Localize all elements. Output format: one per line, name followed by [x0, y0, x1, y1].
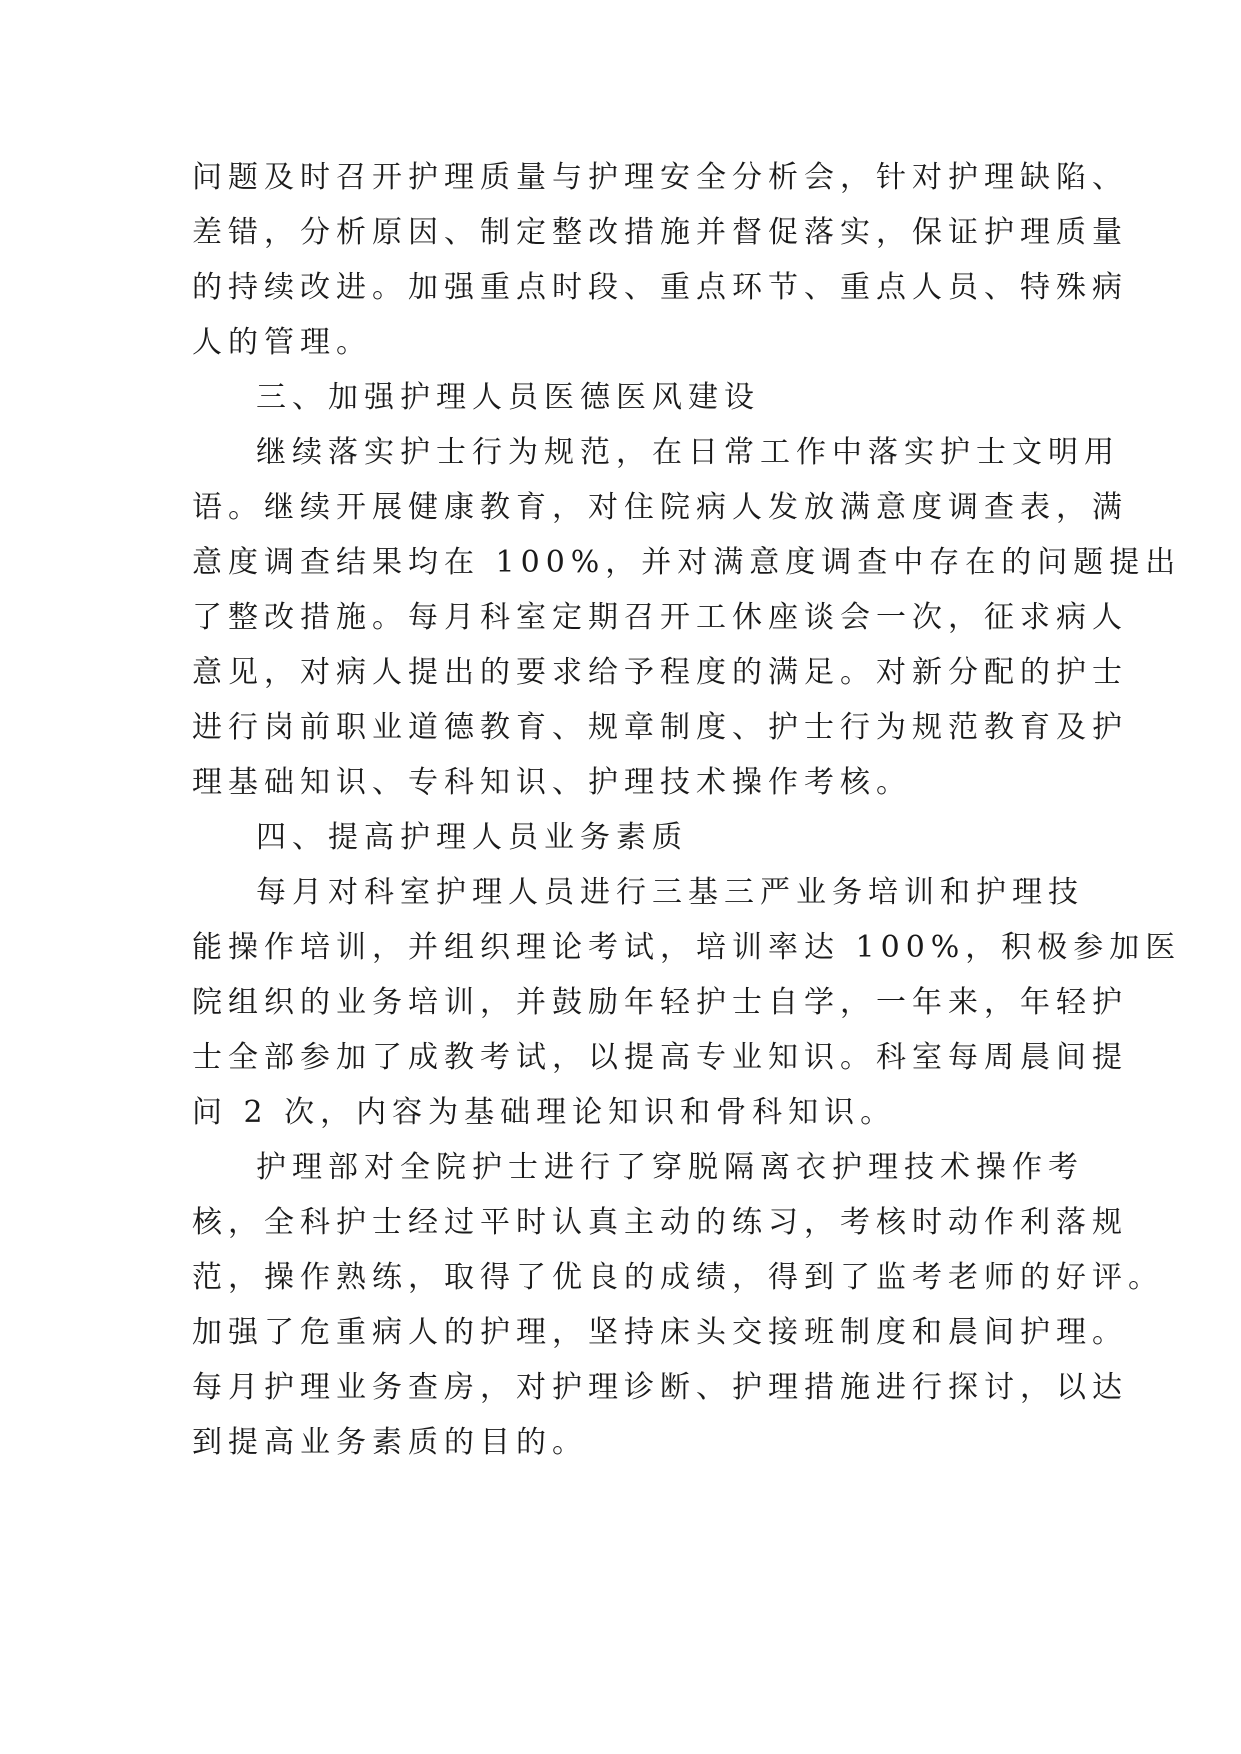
text-line: 继续落实护士行为规范，在日常工作中落实护士文明用 — [256, 435, 1120, 470]
text-line: 每月对科室护理人员进行三基三严业务培训和护理技 — [256, 875, 1084, 910]
text-line: 意度调查结果均在 100%，并对满意度调查中存在的问题提出 — [192, 545, 1182, 580]
section-heading: 四、提高护理人员业务素质 — [256, 820, 688, 855]
text-line: 了整改措施。每月科室定期召开工休座谈会一次，征求病人 — [192, 600, 1128, 635]
text-line: 意见，对病人提出的要求给予程度的满足。对新分配的护士 — [192, 655, 1128, 690]
text-line: 进行岗前职业道德教育、规章制度、护士行为规范教育及护 — [192, 710, 1128, 745]
text-line: 士全部参加了成教考试，以提高专业知识。科室每周晨间提 — [192, 1040, 1128, 1075]
text-line: 的持续改进。加强重点时段、重点环节、重点人员、特殊病 — [192, 270, 1128, 305]
text-line: 人的管理。 — [192, 325, 372, 360]
text-line: 问 2 次，内容为基础理论知识和骨科知识。 — [192, 1095, 897, 1130]
text-line: 核，全科护士经过平时认真主动的练习，考核时动作利落规 — [192, 1205, 1128, 1240]
text-line: 护理部对全院护士进行了穿脱隔离衣护理技术操作考 — [256, 1150, 1084, 1185]
document-body — [192, 150, 1182, 1470]
text-line: 能操作培训，并组织理论考试，培训率达 100%，积极参加医 — [192, 930, 1182, 965]
text-line: 差错，分析原因、制定整改措施并督促落实，保证护理质量 — [192, 215, 1128, 250]
text-line: 加强了危重病人的护理，坚持床头交接班制度和晨间护理。 — [192, 1315, 1128, 1350]
section-heading: 三、加强护理人员医德医风建设 — [256, 380, 760, 415]
text-line: 院组织的业务培训，并鼓励年轻护士自学，一年来，年轻护 — [192, 985, 1128, 1020]
text-line: 到提高业务素质的目的。 — [192, 1425, 588, 1460]
text-line: 问题及时召开护理质量与护理安全分析会，针对护理缺陷、 — [192, 160, 1128, 195]
text-line: 语。继续开展健康教育，对住院病人发放满意度调查表，满 — [192, 490, 1128, 525]
text-line: 每月护理业务查房，对护理诊断、护理措施进行探讨，以达 — [192, 1370, 1128, 1405]
text-line: 范，操作熟练，取得了优良的成绩，得到了监考老师的好评。 — [192, 1260, 1164, 1295]
text-line: 理基础知识、专科知识、护理技术操作考核。 — [192, 765, 912, 800]
